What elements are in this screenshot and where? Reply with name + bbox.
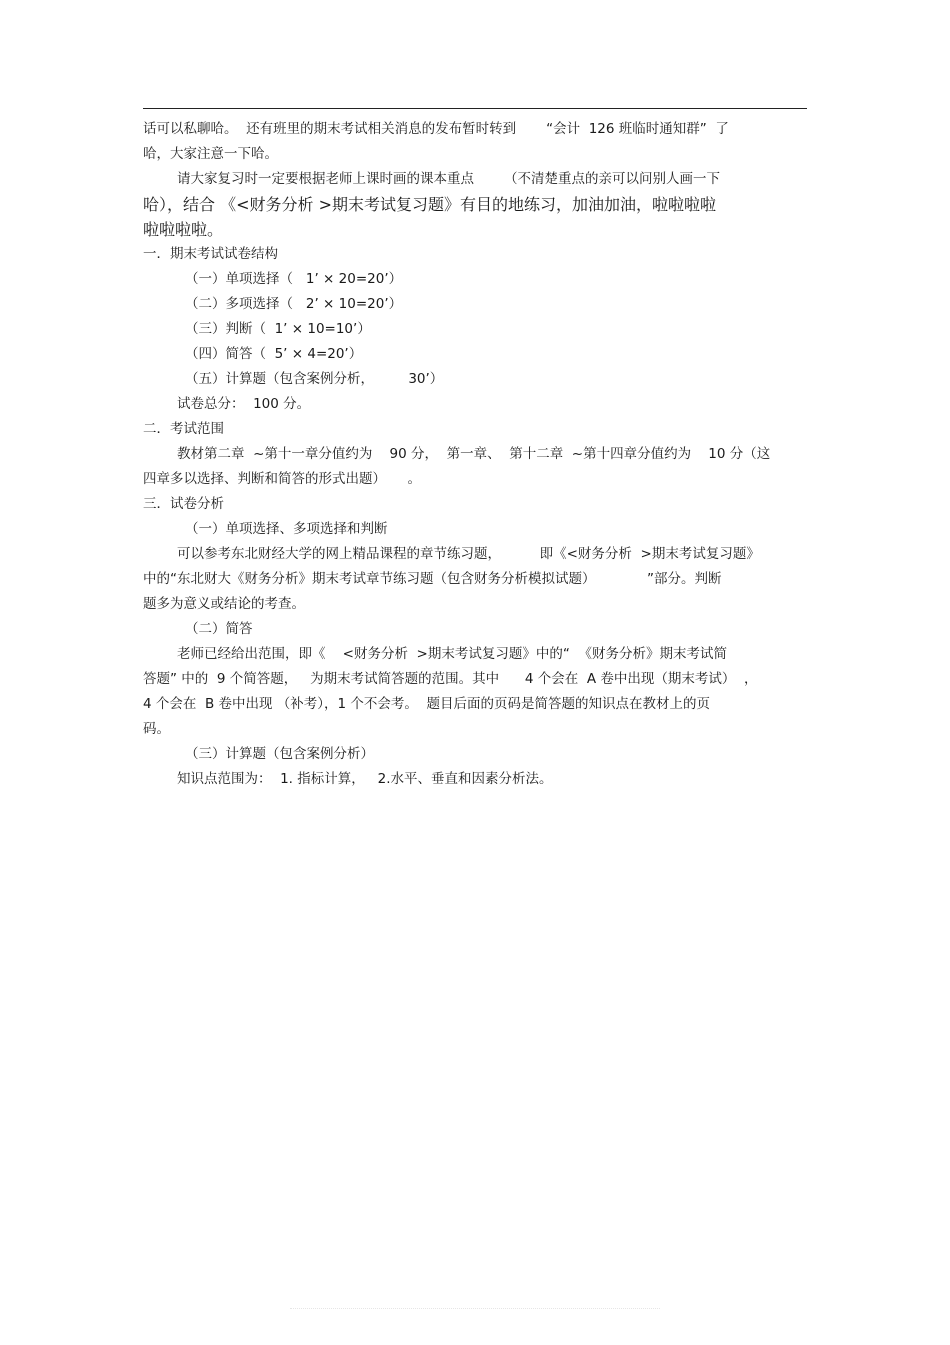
paragraph-line: 4 个会在 B 卷中出现 （补考），1 个不会考。 题目后面的页码是简答题的知识点在教材上的页 <box>143 696 711 712</box>
section-heading: 三．试卷分析 <box>143 496 224 512</box>
header-rule <box>143 108 807 109</box>
subsection-heading: （三）计算题（包含案例分析） <box>185 746 374 762</box>
paragraph-line: 哈），结合 《<财务分析 >期末考试复习题》有目的地练习，加油加油，啦啦啦啦 <box>143 195 716 214</box>
section-heading: 二．考试范围 <box>143 421 224 437</box>
paragraph-line: 话可以私聊哈。 还有班里的期末考试相关消息的发布暂时转到 “会计 126 班临时通知群” 了 <box>143 121 729 137</box>
paragraph-line: 中的“东北财大《财务分析》期末考试章节练习题（包含财务分析模拟试题） ”部分。判断 <box>143 571 722 587</box>
paragraph-line: 教材第二章 ~第十一章分值约为 90 分， 第一章、 第十二章 ~第十四章分值约为 10 分（这 <box>177 446 771 462</box>
paragraph-line: 啦啦啦啦。 <box>143 220 224 239</box>
subsection-heading: （一）单项选择、多项选择和判断 <box>185 521 388 537</box>
section-heading: 一．期末考试试卷结构 <box>143 246 278 262</box>
subsection-heading: （二）简答 <box>185 621 253 637</box>
list-item: （一）单项选择（ 1’ × 20=20’） <box>185 271 403 287</box>
paragraph-line: 题多为意义或结论的考查。 <box>143 596 305 612</box>
paragraph-line: 请大家复习时一定要根据老师上课时画的课本重点 （不清楚重点的亲可以问别人画一下 <box>177 171 721 187</box>
list-item: （三）判断（ 1’ × 10=10’） <box>185 321 371 337</box>
paragraph-line: 可以参考东北财经大学的网上精品课程的章节练习题， 即《<财务分析 >期末考试复习题》 <box>177 546 760 562</box>
paragraph-line: 哈，大家注意一下哈。 <box>143 146 278 162</box>
footer-faint-mark <box>290 1308 660 1311</box>
paragraph-line: 试卷总分： 100 分。 <box>177 396 311 412</box>
list-item: （二）多项选择（ 2’ × 10=20’） <box>185 296 403 312</box>
paragraph-line: 码。 <box>143 721 170 737</box>
paragraph-line: 老师已经给出范围，即《 <财务分析 >期末考试复习题》中的“ 《财务分析》期末考试简 <box>177 646 727 662</box>
document-body <box>143 117 813 792</box>
list-item: （四）简答（ 5’ × 4=20’） <box>185 346 363 362</box>
paragraph-line: 四章多以选择、判断和简答的形式出题） 。 <box>143 471 421 487</box>
paragraph-line: 知识点范围为： 1. 指标计算， 2.水平、垂直和因素分析法。 <box>177 771 553 787</box>
list-item: （五）计算题（包含案例分析， 30’） <box>185 371 444 387</box>
paragraph-line: 答题” 中的 9 个简答题， 为期末考试简答题的范围。其中 4 个会在 A 卷中出现（期末考试） ， <box>143 671 758 687</box>
